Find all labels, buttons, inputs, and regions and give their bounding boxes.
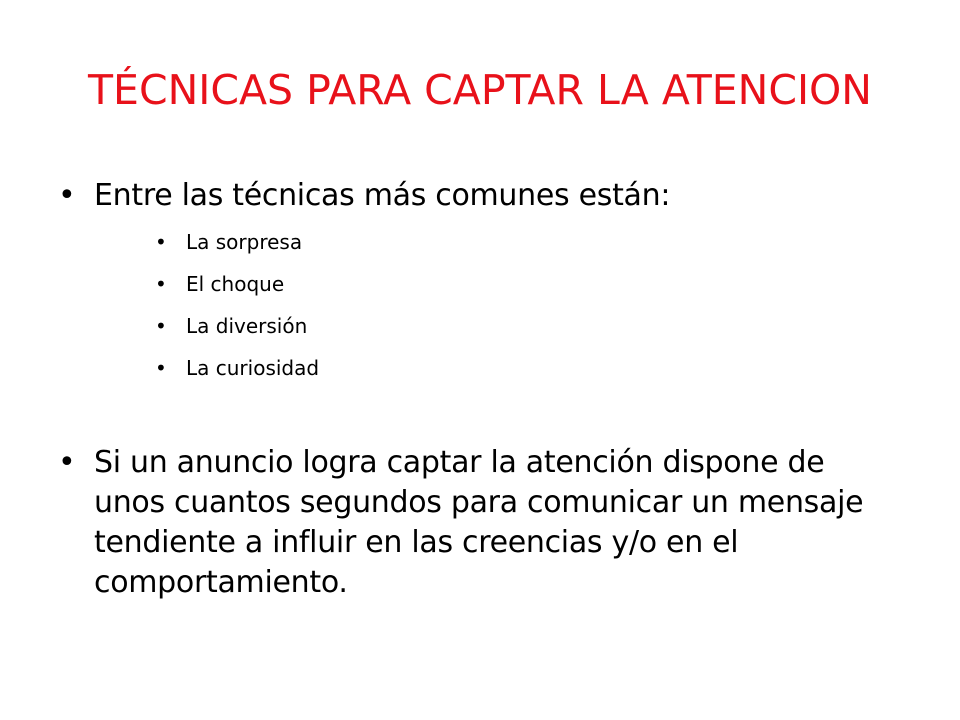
bullet-item-1 [58,176,898,216]
sub-bullet-text: La sorpresa [186,230,303,254]
bullet-icon: • [58,445,76,480]
sub-bullet-text: La diversión [186,314,308,338]
sub-bullet-item [155,270,655,312]
sub-bullet-item [155,312,655,354]
slide-title: TÉCNICAS PARA CAPTAR LA ATENCION [88,66,872,114]
bullet-icon: • [155,272,167,296]
bullet-icon: • [155,314,167,338]
sub-bullet-item [155,354,655,396]
bullet-icon: • [155,356,167,380]
sub-bullet-list [155,228,655,396]
sub-bullet-text: El choque [186,272,285,296]
sub-bullet-item [155,228,655,270]
bullet-text: Si un anuncio logra captar la atención dispone de unos cuantos segundos para comunicar un mensaje tendiente a influir en las creencias y/o en el comportamiento. [94,445,864,600]
bullet-icon: • [155,230,167,254]
sub-bullet-text: La curiosidad [186,356,320,380]
bullet-icon: • [58,178,76,213]
bullet-item-2 [58,443,898,603]
bullet-text: Entre las técnicas más comunes están: [94,178,671,213]
